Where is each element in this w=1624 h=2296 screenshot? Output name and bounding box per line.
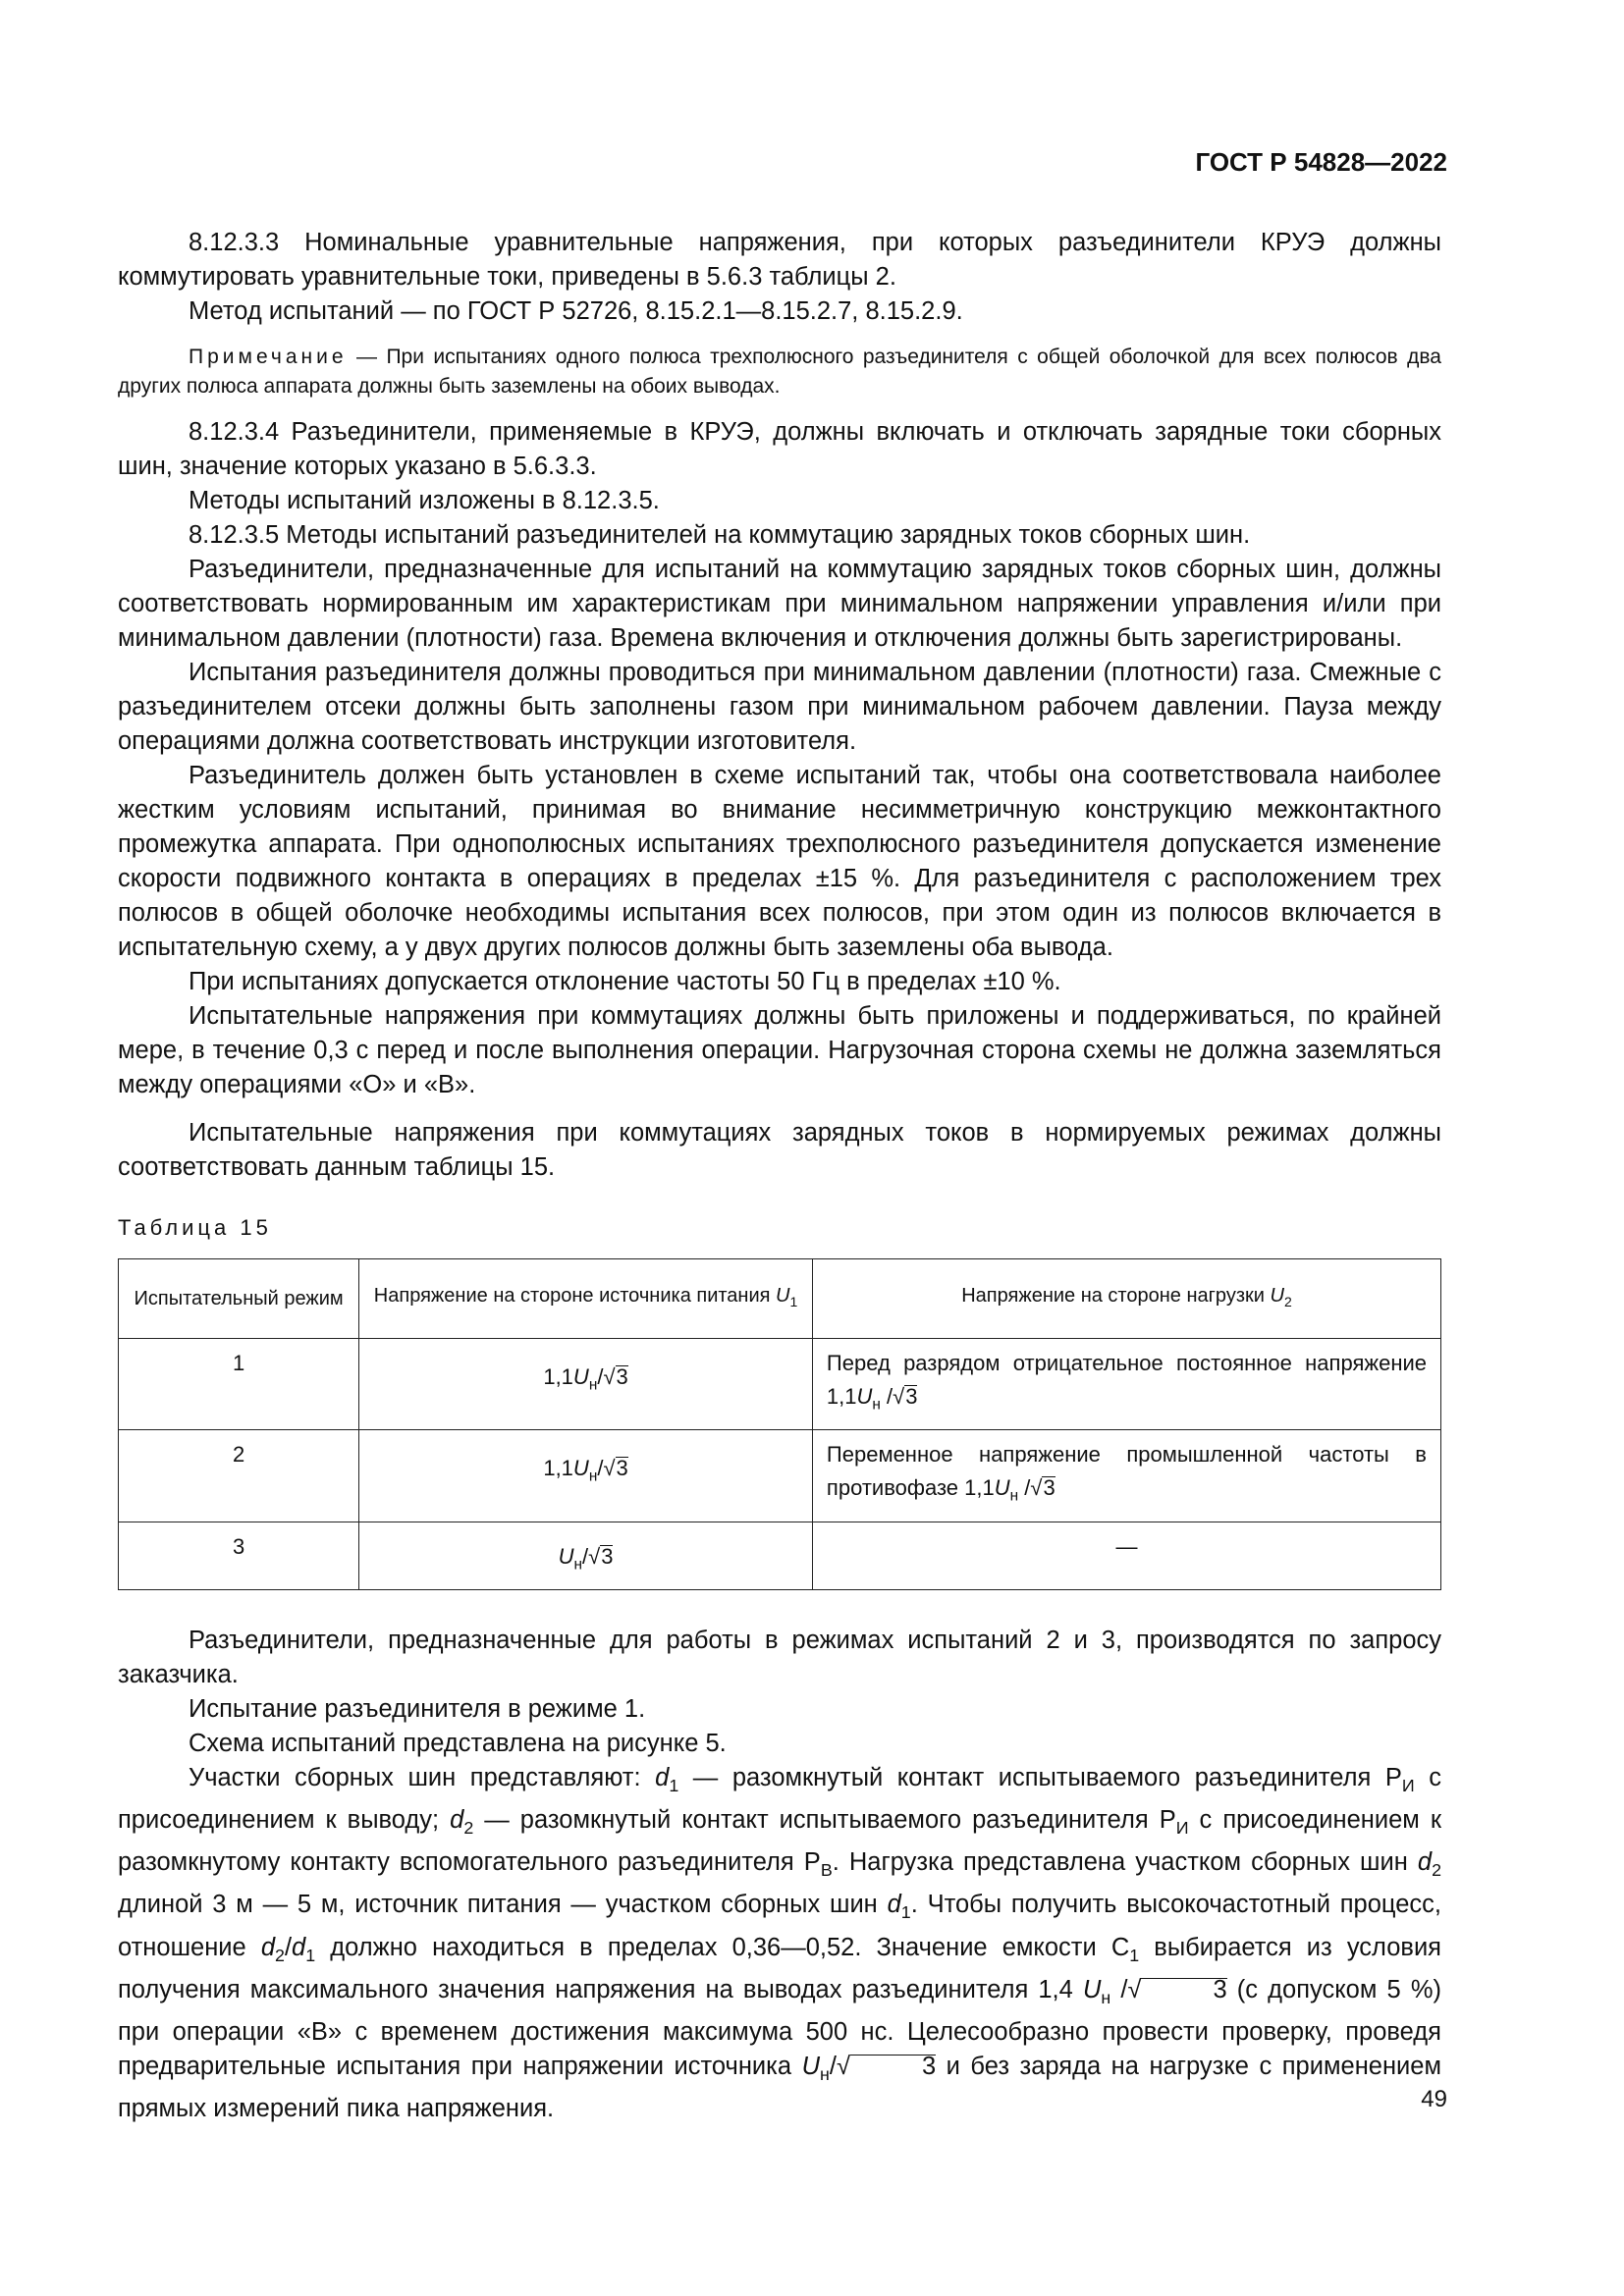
- table-row: [119, 1430, 1441, 1522]
- header-source: Напряжение на стороне источника питания $U_1$: [359, 1259, 813, 1339]
- paragraph: Испытательные напряжения при коммутациях должны быть приложены и поддерживаться, по крайней мере, в течение 0,3 с перед и после выполнения операции. Нагрузочная сторона схемы не должна заземляться между операциями «О» и «В».: [118, 1002, 1441, 1098]
- paragraph: Методы испытаний изложены в 8.12.3.5.: [189, 487, 660, 514]
- cell-source-voltage: $1,1U_н/√3$: [359, 1339, 813, 1430]
- header-mode: Испытательный режим: [119, 1259, 359, 1339]
- test-voltage-table: [118, 1258, 1441, 1590]
- paragraph: При испытаниях допускается отклонение частоты 50 Гц в пределах ±10 %.: [189, 968, 1061, 995]
- table-caption: Таблица 15: [118, 1215, 272, 1240]
- document-body: [118, 226, 1441, 2126]
- paragraph: Разъединители, предназначенные для испытаний на коммутацию зарядных токов сборных шин, должны соответствовать нормированным им характеристикам при минимальном напряжении управления и/или при минимальном давлении (плотности) газа. Времена включения и отключения должны быть зарегистрированы.: [118, 556, 1441, 652]
- cell-load-voltage: —: [812, 1522, 1440, 1589]
- paragraph: Испытание разъединителя в режиме 1.: [189, 1695, 646, 1724]
- paragraph-busbar: Участки сборных шин представляют: $d_1$ — разомкнутый контакт испытываемого разъединителя $Р_И$ с присоединением к выводу; $d_2$ — разомкнутый контакт испытываемого разъединителя $Р_И$ с присоединением к разомкнутому контакту вспомогательного разъединителя $Р_В$. Нагрузка представлена участком сборных шин $d_2$ длиной 3 м — 5 м, источник питания — участком сборных шин $d_1$. Чтобы получить высокочастотный процесс, отношение $d_2/d_1$ должно находиться в пределах 0,36—0,52. Значение емкости $С_1$ выбирается из условия получения максимального значения напряжения на выводах разъединителя 1,4 $U_н$ /√ 3 (с допуском 5 %) при операции «В» с временем достижения максимума 500 нс. Целесообразно провести проверку, проведя предварительные испытания при напряжении источника $U_н/√$ 3 и без заряда на нагрузке с применением прямых измерений пика напряжения.: [118, 1764, 1442, 2122]
- cell-mode: 1: [119, 1339, 359, 1430]
- paragraph: 8.12.3.4 Разъединители, применяемые в КРУЭ, должны включать и отключать зарядные токи сборных шин, значение которых указано в 5.6.3.3.: [118, 418, 1441, 480]
- paragraph: Испытательные напряжения при коммутациях зарядных токов в нормируемых режимах должны соответствовать данным таблицы 15.: [118, 1119, 1441, 1181]
- page-number: 49: [1421, 2086, 1447, 2112]
- cell-load-voltage: Переменное напряжение промышленной частоты в противофазе $1,1U_н$ /√3: [812, 1430, 1440, 1522]
- document-code: ГОСТ Р 54828—2022: [1195, 147, 1447, 177]
- header-load: Напряжение на стороне нагрузки $U_2$: [812, 1259, 1440, 1339]
- paragraph: Разъединители, предназначенные для работы в режимах испытаний 2 и 3, производятся по запросу заказчика.: [118, 1627, 1441, 1689]
- cell-mode: 2: [119, 1430, 359, 1522]
- cell-load-voltage: Перед разрядом отрицательное постоянное напряжение $1,1U_н$ /√3: [812, 1339, 1440, 1430]
- note-text: — При испытаниях одного полюса трехполюсного разъединителя с общей оболочкой для всех полюсов два других полюса аппарата должны быть заземлены на обоих выводах.: [118, 346, 1441, 398]
- paragraph: 8.12.3.5 Методы испытаний разъединителей на коммутацию зарядных токов сборных шин.: [189, 521, 1251, 549]
- paragraph: Метод испытаний — по ГОСТ Р 52726, 8.15.2.1—8.15.2.7, 8.15.2.9.: [189, 297, 963, 325]
- note: [118, 343, 1441, 401]
- table-row: [119, 1339, 1441, 1430]
- cell-mode: 3: [119, 1522, 359, 1589]
- table-row: [119, 1522, 1441, 1589]
- note-label: Примечание: [189, 346, 348, 368]
- table-header-row: [119, 1259, 1441, 1339]
- cell-source-voltage: $1,1U_н/√3$: [359, 1430, 813, 1522]
- paragraph: 8.12.3.3 Номинальные уравнительные напряжения, при которых разъединители КРУЭ должны коммутировать уравнительные токи, приведены в 5.6.3 таблицы 2.: [118, 229, 1441, 291]
- cell-source-voltage: $U_н/√3$: [359, 1522, 813, 1589]
- paragraph: Схема испытаний представлена на рисунке 5.: [189, 1730, 727, 1758]
- paragraph: Разъединитель должен быть установлен в схеме испытаний так, чтобы она соответствовала наиболее жестким условиям испытаний, принимая во внимание несимметричную конструкцию межконтактного промежутка аппарата. При однополюсных испытаниях трехполюсного разъединителя допускается изменение скорости подвижного контакта в операциях в пределах ±15 %. Для разъединителя с расположением трех полюсов в общей оболочке необходимы испытания всех полюсов, при этом один из полюсов включается в испытательную схему, а у двух других полюсов должны быть заземлены оба вывода.: [118, 762, 1441, 961]
- paragraph: Испытания разъединителя должны проводиться при минимальном давлении (плотности) газа. Смежные с разъединителем отсеки должны быть заполнены газом при минимальном рабочем давлении. Пауза между операциями должна соответствовать инструкции изготовителя.: [118, 659, 1441, 755]
